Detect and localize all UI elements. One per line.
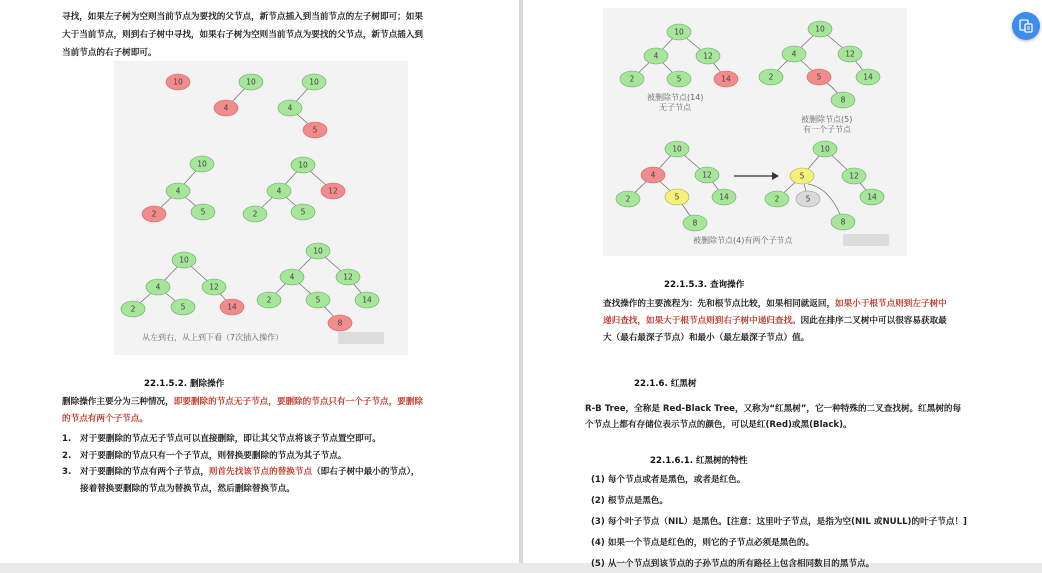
list-item: (3) 每个叶子节点（NIL）是黑色。[注意：这里叶子节点，是指为空(NIL 或NULL)的叶子节点！]: [591, 517, 967, 527]
caption-delete-5-a: 被删除节点(5): [801, 115, 853, 124]
svg-text:2: 2: [768, 72, 774, 82]
svg-text:14: 14: [362, 295, 372, 305]
list-item: (2) 根节点是黑色。: [591, 496, 668, 506]
svg-text:14: 14: [867, 192, 877, 202]
query-line-2: [603, 312, 947, 330]
svg-text:10: 10: [173, 77, 183, 87]
svg-text:8: 8: [337, 318, 343, 328]
svg-text:10: 10: [820, 144, 830, 154]
svg-text:4: 4: [791, 49, 797, 59]
caption-delete-14-b: 无子节点: [659, 103, 691, 112]
svg-text:4: 4: [653, 51, 659, 61]
svg-text:10: 10: [815, 24, 825, 34]
delete-trees-diagram: [603, 8, 907, 256]
svg-text:10: 10: [179, 255, 189, 265]
query-text-2: 因此在排序二叉树中可以很容易获取最: [800, 316, 947, 326]
svg-text:4: 4: [650, 170, 656, 180]
intro-line-3: 当前节点的右子树即可。: [62, 48, 157, 58]
list-item-number: 2.: [62, 451, 72, 461]
list-item: (5) 从一个节点到该节点的子孙节点的所有路径上包含相同数目的黑节点。: [591, 559, 875, 569]
svg-text:12: 12: [703, 51, 713, 61]
svg-text:2: 2: [130, 304, 136, 314]
svg-text:8: 8: [840, 217, 846, 227]
svg-text:2: 2: [629, 74, 635, 84]
insert-figure-caption: 从左到右，从上到下看（7次插入操作）: [142, 333, 284, 342]
right-page: [523, 0, 1042, 569]
query-text: 查找操作的主要流程为：先和根节点比较，如果相同就返回，: [603, 299, 836, 309]
svg-text:4: 4: [155, 282, 161, 292]
svg-text:5: 5: [805, 194, 811, 204]
svg-text:2: 2: [625, 194, 631, 204]
query-red-text-2: 递归查找，如果大于根节点则到右子树中递归查找。: [603, 316, 801, 326]
svg-text:10: 10: [298, 160, 308, 170]
list-item: (4) 如果一个节点是红色的，则它的子节点必须是黑色的。: [591, 538, 815, 548]
svg-text:4: 4: [287, 103, 293, 113]
watermark-blur: [338, 332, 384, 344]
delete-figure: [603, 8, 907, 256]
svg-text:10: 10: [674, 27, 684, 37]
svg-text:2: 2: [774, 194, 780, 204]
rbtree-section-heading: 22.1.6. 红黑树: [634, 379, 697, 389]
svg-text:10: 10: [246, 77, 256, 87]
svg-text:2: 2: [266, 295, 272, 305]
svg-text:2: 2: [151, 209, 157, 219]
list-item: (1) 每个节点或者是黑色，或者是红色。: [591, 475, 746, 485]
query-red-text: 如果小于根节点则到左子树中: [835, 299, 947, 309]
svg-text:4: 4: [276, 186, 282, 196]
query-section-heading: 22.1.5.3. 查询操作: [664, 280, 745, 290]
intro-line-2: 大于当前节点，则到右子树中寻找，如果右子树为空则当前节点为要找的父节点，新节点插入到: [62, 30, 423, 40]
intro-line-1: 寻找，如果左子树为空则当前节点为要找的父节点，新节点插入到当前节点的左子树即可；如果: [62, 12, 423, 22]
delete-intro-red-text: 即要删除的节点无子节点，要删除的节点只有一个子节点，要删除: [173, 397, 423, 407]
caption-delete-4: 被删除节点(4)有两个子节点: [693, 236, 793, 245]
svg-text:12: 12: [328, 186, 338, 196]
svg-text:12: 12: [343, 272, 353, 282]
rbtree-line-2: 个节点上都有存储位表示节点的颜色，可以是红(Red)或黑(Black)。: [585, 420, 852, 430]
list-item-number: 3.: [62, 467, 72, 477]
svg-text:5: 5: [180, 302, 186, 312]
svg-text:10: 10: [197, 159, 207, 169]
list-item: 对于要删除的节点只有一个子节点，则替换要删除的节点为其子节点。: [80, 451, 347, 461]
svg-text:14: 14: [863, 72, 873, 82]
left-page: [0, 0, 519, 563]
svg-text:10: 10: [672, 144, 682, 154]
svg-text:5: 5: [312, 125, 318, 135]
svg-text:8: 8: [692, 218, 698, 228]
svg-text:12: 12: [849, 171, 859, 181]
arrow-icon: [772, 172, 779, 180]
list-item-text: 对于要删除的节点有两个子节点，: [80, 467, 209, 477]
caption-delete-14-a: 被删除节点(14): [647, 93, 704, 102]
svg-text:5: 5: [674, 192, 680, 202]
svg-text:5: 5: [315, 295, 321, 305]
svg-text:8: 8: [840, 95, 846, 105]
list-item-red-text: 则首先找该节点的替换节点: [208, 467, 313, 477]
svg-text:10: 10: [313, 246, 323, 256]
svg-text:2: 2: [252, 209, 258, 219]
delete-intro-line-2: 的节点有两个子节点。: [62, 414, 148, 424]
svg-text:4: 4: [175, 186, 181, 196]
delete-section-heading: 22.1.5.2. 删除操作: [144, 379, 225, 389]
rbtree-line-1: R-B Tree，全称是 Red-Black Tree，又称为“红黑树”，它一种特殊的二叉查找树。红黑树的每: [585, 404, 962, 414]
document-convert-button[interactable]: [1012, 12, 1040, 40]
list-item: 对于要删除的节点无子节点可以直接删除，即让其父节点将该子节点置空即可。: [80, 434, 381, 444]
svg-text:5: 5: [676, 74, 682, 84]
svg-text:14: 14: [719, 192, 729, 202]
svg-text:4: 4: [223, 103, 229, 113]
query-line-1: [603, 295, 947, 313]
delete-intro-line-1: [62, 393, 423, 411]
svg-text:12: 12: [209, 282, 219, 292]
list-item-text-after: （即右子树中最小的节点），: [312, 467, 420, 477]
svg-text:12: 12: [845, 49, 855, 59]
caption-delete-5-b: 有一个子节点: [803, 125, 851, 134]
list-item-continuation: 接着替换要删除的节点为替换节点，然后删除替换节点。: [80, 484, 295, 494]
list-item-number: 1.: [62, 434, 72, 444]
svg-text:4: 4: [289, 272, 295, 282]
delete-intro-text: 删除操作主要分为三种情况，: [62, 397, 174, 407]
insert-figure: [114, 61, 408, 355]
rbtree-props-heading: 22.1.6.1. 红黑树的特性: [650, 456, 748, 466]
svg-text:10: 10: [309, 77, 319, 87]
svg-text:5: 5: [300, 207, 306, 217]
svg-text:14: 14: [227, 302, 237, 312]
svg-text:5: 5: [799, 171, 805, 181]
watermark-blur: [843, 234, 889, 246]
svg-text:5: 5: [816, 72, 822, 82]
insert-trees-diagram: [114, 61, 408, 355]
svg-text:12: 12: [702, 170, 712, 180]
list-item: [80, 463, 419, 481]
svg-text:5: 5: [200, 207, 206, 217]
query-line-3: 大（最右最深子节点）和最小（最左最深子节点）值。: [603, 333, 810, 343]
svg-text:14: 14: [721, 74, 731, 84]
document-convert-icon: [1018, 18, 1034, 34]
